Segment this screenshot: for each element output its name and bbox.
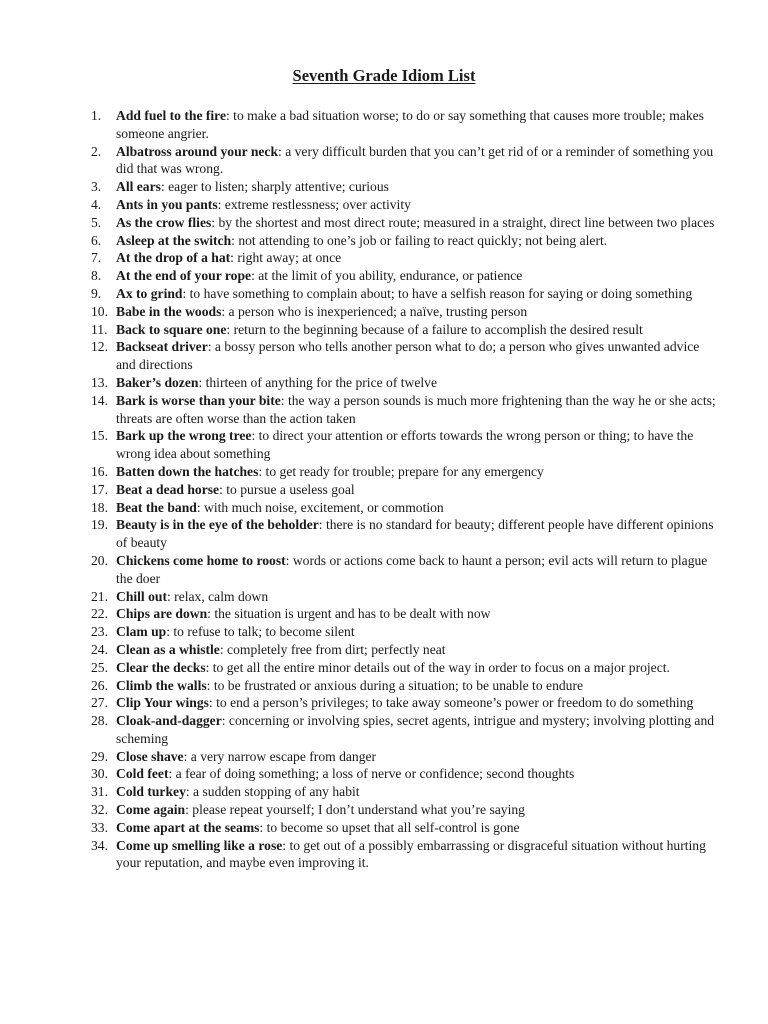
list-item — [91, 659, 721, 677]
idiom-term: Ants in you pants — [116, 196, 218, 212]
idiom-definition: : return to the beginning because of a failure to accomplish the desired result — [226, 321, 643, 337]
list-item — [91, 765, 721, 783]
idiom-term: Baker’s dozen — [116, 374, 199, 390]
idiom-definition: : a very narrow escape from danger — [183, 748, 377, 764]
idiom-definition: : a person who is inexperienced; a naïve, trusting person — [221, 303, 528, 319]
item-number: 19. — [91, 517, 108, 533]
list-item — [91, 712, 721, 748]
list-item — [91, 214, 721, 232]
idiom-term: At the drop of a hat — [116, 250, 231, 266]
idiom-definition: : to refuse to talk; to become silent — [166, 624, 355, 640]
idiom-term: Close shave — [116, 748, 184, 764]
idiom-definition: : to become so upset that all self-control is gone — [259, 819, 520, 835]
idiom-term: Cloak-and-dagger — [116, 713, 222, 729]
item-number: 14. — [91, 392, 108, 408]
idiom-term: Come up smelling like a rose — [116, 837, 283, 853]
idiom-term: Chickens come home to roost — [116, 552, 286, 568]
idiom-definition: : thirteen of anything for the price of twelve — [198, 374, 437, 390]
idiom-term: Asleep at the switch — [116, 232, 232, 248]
list-item — [91, 232, 721, 250]
item-number: 17. — [91, 481, 108, 497]
item-number: 25. — [91, 659, 108, 675]
list-item — [91, 748, 721, 766]
idiom-term: Come again — [116, 802, 186, 818]
idiom-term: Bark up the wrong tree — [116, 428, 252, 444]
item-number: 30. — [91, 766, 108, 782]
list-item — [91, 196, 721, 214]
item-number: 28. — [91, 713, 108, 729]
idiom-term: Cold turkey — [116, 784, 186, 800]
idiom-term: Cold feet — [116, 766, 169, 782]
idiom-definition: : to pursue a useless goal — [219, 481, 355, 497]
list-item — [91, 392, 721, 428]
idiom-definition: : eager to listen; sharply attentive; curious — [160, 179, 389, 195]
idiom-definition: : right away; at once — [230, 250, 342, 266]
idiom-term: Backseat driver — [116, 339, 208, 355]
idiom-definition: : words or actions come back to haunt a person; evil acts will return to plague the doer — [116, 552, 708, 586]
list-item — [91, 605, 721, 623]
item-number: 29. — [91, 748, 108, 764]
item-number: 1. — [91, 108, 102, 123]
list-item — [91, 694, 721, 712]
idiom-definition: : not attending to one’s job or failing to react quickly; not being alert. — [231, 232, 608, 248]
item-number: 12. — [91, 339, 108, 355]
idiom-term: Batten down the hatches — [116, 463, 259, 479]
list-item — [91, 837, 721, 873]
list-item — [91, 338, 721, 374]
idiom-definition: : to direct your attention or efforts towards the wrong person or thing; to have the wrong idea about something — [116, 428, 694, 462]
item-number: 27. — [91, 695, 108, 711]
idiom-term: Beat the band — [116, 499, 197, 515]
item-number: 5. — [91, 214, 102, 230]
idiom-definition: : a sudden stopping of any habit — [185, 784, 360, 800]
idiom-definition: : with much noise, excitement, or commotion — [196, 499, 444, 515]
idiom-term: As the crow flies — [116, 214, 212, 230]
idiom-definition: : to make a bad situation worse; to do or say something that causes more trouble; makes someone angrier. — [116, 108, 704, 141]
idiom-definition: : a bossy person who tells another person what to do; a person who gives unwanted advice and directions — [116, 339, 700, 373]
idiom-definition: : the situation is urgent and has to be dealt with now — [207, 606, 491, 622]
idiom-term: Beauty is in the eye of the beholder — [116, 517, 319, 533]
list-item — [91, 516, 721, 552]
list-item — [91, 463, 721, 481]
idiom-term: Babe in the woods — [116, 303, 222, 319]
idiom-definition: : to get all the entire minor details out of the way in order to focus on a major project. — [205, 659, 670, 675]
idiom-term: Chips are down — [116, 606, 208, 622]
idiom-list — [91, 107, 721, 872]
item-number: 34. — [91, 837, 108, 853]
item-number: 4. — [91, 196, 102, 212]
item-number: 21. — [91, 588, 108, 604]
list-item — [91, 374, 721, 392]
item-number: 22. — [91, 606, 108, 622]
list-item — [91, 677, 721, 695]
list-item — [91, 427, 721, 463]
item-number: 20. — [91, 552, 108, 568]
list-item — [91, 481, 721, 499]
item-number: 33. — [91, 819, 108, 835]
item-number: 16. — [91, 463, 108, 479]
item-number: 3. — [91, 179, 102, 195]
idiom-term: Bark is worse than your bite — [116, 392, 281, 408]
item-number: 24. — [91, 641, 108, 657]
list-item — [91, 552, 721, 588]
idiom-definition: : the way a person sounds is much more frightening than the way he or she acts; threats are often worse than the action taken — [116, 392, 716, 426]
idiom-term: Clean as a whistle — [116, 641, 220, 657]
item-number: 11. — [91, 321, 108, 337]
page-title: Seventh Grade Idiom List — [292, 66, 476, 85]
idiom-definition: : there is no standard for beauty; different people have different opinions of beauty — [116, 517, 714, 551]
list-item — [91, 178, 721, 196]
item-number: 7. — [91, 250, 102, 266]
list-item — [91, 321, 721, 339]
list-item — [91, 819, 721, 837]
idiom-term: At the end of your rope — [116, 268, 252, 284]
idiom-term: Beat a dead horse — [116, 481, 220, 497]
item-number: 13. — [91, 374, 108, 390]
idiom-definition: : to get out of a possibly embarrassing or disgraceful situation without hurting your reputation, and maybe even improving it. — [116, 837, 706, 871]
idiom-definition: : completely free from dirt; perfectly neat — [219, 641, 446, 657]
idiom-term: Back to square one — [116, 321, 227, 337]
idiom-term: Ax to grind — [116, 285, 183, 301]
idiom-definition: : a very difficult burden that you can’t get rid of or a reminder of something you did that was wrong. — [116, 143, 714, 177]
list-item — [91, 267, 721, 285]
list-item — [91, 107, 721, 143]
item-number: 31. — [91, 784, 108, 800]
idiom-term: Chill out — [116, 588, 167, 604]
list-item — [91, 801, 721, 819]
idiom-definition: : to end a person’s privileges; to take away someone’s power or freedom to do something — [208, 695, 694, 711]
list-item — [91, 303, 721, 321]
list-item — [91, 623, 721, 641]
idiom-definition: : at the limit of you ability, endurance, or patience — [251, 268, 523, 284]
idiom-term: Come apart at the seams — [116, 819, 260, 835]
item-number: 26. — [91, 677, 108, 693]
idiom-definition: : a fear of doing something; a loss of nerve or confidence; second thoughts — [168, 766, 575, 782]
idiom-definition: : to get ready for trouble; prepare for any emergency — [258, 463, 544, 479]
item-number: 2. — [91, 143, 102, 159]
list-item — [91, 285, 721, 303]
idiom-definition: : relax, calm down — [167, 588, 269, 604]
idiom-definition: : to be frustrated or anxious during a situation; to be unable to endure — [206, 677, 584, 693]
list-item — [91, 641, 721, 659]
idiom-term: Climb the walls — [116, 677, 207, 693]
item-number: 18. — [91, 499, 108, 515]
idiom-definition: : concerning or involving spies, secret agents, intrigue and mystery; involving plotting and scheming — [116, 713, 715, 746]
list-item — [91, 143, 721, 179]
idiom-definition: : please repeat yourself; I don’t understand what you’re saying — [185, 802, 525, 818]
idiom-definition: : extreme restlessness; over activity — [217, 196, 411, 212]
idiom-term: All ears — [116, 179, 161, 195]
idiom-term: Clear the decks — [116, 659, 206, 675]
item-number: 8. — [91, 268, 102, 284]
idiom-term: Albatross around your neck — [116, 143, 279, 159]
item-number: 15. — [91, 428, 108, 444]
item-number: 32. — [91, 802, 108, 818]
item-number: 23. — [91, 624, 108, 640]
list-item — [91, 783, 721, 801]
list-item — [91, 588, 721, 606]
idiom-definition: : to have something to complain about; to have a selfish reason for saying or doing something — [182, 285, 693, 301]
list-item — [91, 499, 721, 517]
list-item — [91, 249, 721, 267]
item-number: 10. — [91, 303, 108, 319]
idiom-definition: : by the shortest and most direct route; measured in a straight, direct line between two places — [211, 214, 715, 230]
idiom-term: Add fuel to the fire — [116, 108, 226, 123]
idiom-term: Clip Your wings — [116, 695, 209, 711]
item-number: 6. — [91, 232, 102, 248]
item-number: 9. — [91, 285, 102, 301]
idiom-term: Clam up — [116, 624, 167, 640]
